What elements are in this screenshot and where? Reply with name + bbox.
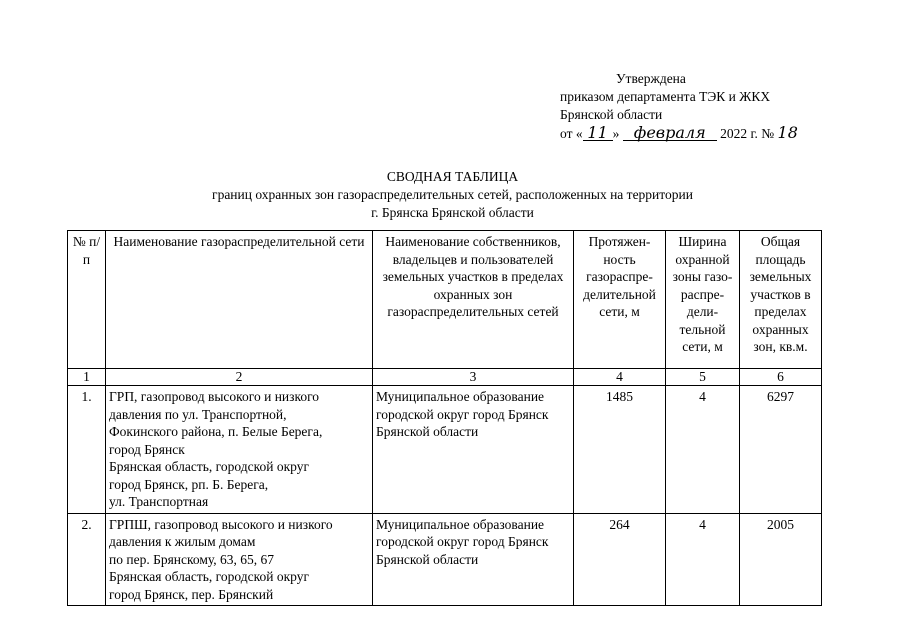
column-number-row [68,369,822,386]
table-header-row [68,231,822,369]
table-row [68,513,822,606]
header-length: Протяжен-ность газораспре-делительной сети, м [574,231,666,369]
approval-title: Утверждена [616,71,686,86]
handwritten-month: февраля [623,126,717,141]
column-number: 6 [740,369,822,386]
length-cell: 1485 [574,386,666,514]
column-number: 4 [574,369,666,386]
area-cell: 6297 [740,386,822,514]
column-number: 2 [106,369,373,386]
document-subtitle-1: границ охранных зон газораспределительных сетей, расположенных на территории [212,187,693,202]
column-number: 1 [68,369,106,386]
area-cell: 2005 [740,513,822,606]
approval-region-line: Брянской области [560,107,663,122]
owner-cell: Муниципальное образование городской округ город Брянск Брянской области [373,513,574,606]
network-name-line: ул. Транспортная [109,494,209,509]
document-subtitle-2: г. Брянска Брянской области [371,205,534,220]
network-name-line: город Брянск [109,441,185,457]
owner-cell: Муниципальное образование городской округ город Брянск Брянской области [373,386,574,514]
number-label: № [761,126,775,141]
zone-width-cell: 4 [666,513,740,606]
handwritten-day: 11 [583,126,613,141]
length-cell: 264 [574,513,666,606]
column-number: 5 [666,369,740,386]
header-network-name: Наименование газораспределительной сети [106,231,373,369]
network-name-cell [106,386,373,514]
row-number: 2. [68,513,106,606]
network-name-line: город Брянск, пер. Брянский [109,586,274,602]
network-name-line: Фокинского района, п. Белые Берега, [109,424,323,439]
summary-table [67,230,822,606]
row-number: 1. [68,386,106,514]
column-number: 3 [373,369,574,386]
header-owners: Наименование собственников, владельцев и пользователей земельных участков в пределах охранных зон газораспределительных сетей [373,231,574,369]
table-row [68,386,822,514]
network-name-line: Брянская область, городской округ [109,459,309,474]
network-name-line: ГРП, газопровод высокого и низкого [109,389,320,404]
document-title: СВОДНАЯ ТАБЛИЦА [386,169,519,184]
network-name-line: Брянская область, городской округ [109,569,309,584]
network-name-line: город Брянск, рп. Б. Берега, [109,476,269,492]
network-name-cell [106,513,373,606]
date-year: 2022 г. [720,126,758,141]
approval-date-line [560,124,798,143]
network-name-line: давления по ул. Транспортной, [109,406,287,422]
network-name-line: по пер. Брянскому, 63, 65, 67 [109,551,275,567]
header-total-area: Общая площадь земельных участков в пределах охранных зон, кв.м. [740,231,822,369]
zone-width-cell: 4 [666,386,740,514]
approval-block [560,70,798,143]
network-name-line: ГРПШ, газопровод высокого и низкого [109,516,333,532]
handwritten-number: 18 [777,123,798,142]
header-zone-width: Ширина охранной зоны газо-распре-дели-тельной сети, м [666,231,740,369]
date-quote-close: » [612,126,620,141]
approval-order-line: приказом департамента ТЭК и ЖКХ [560,89,771,104]
header-number: № п/п [68,231,106,369]
date-prefix: от « [560,126,583,141]
network-name-line: давления к жилым домам [109,534,256,549]
